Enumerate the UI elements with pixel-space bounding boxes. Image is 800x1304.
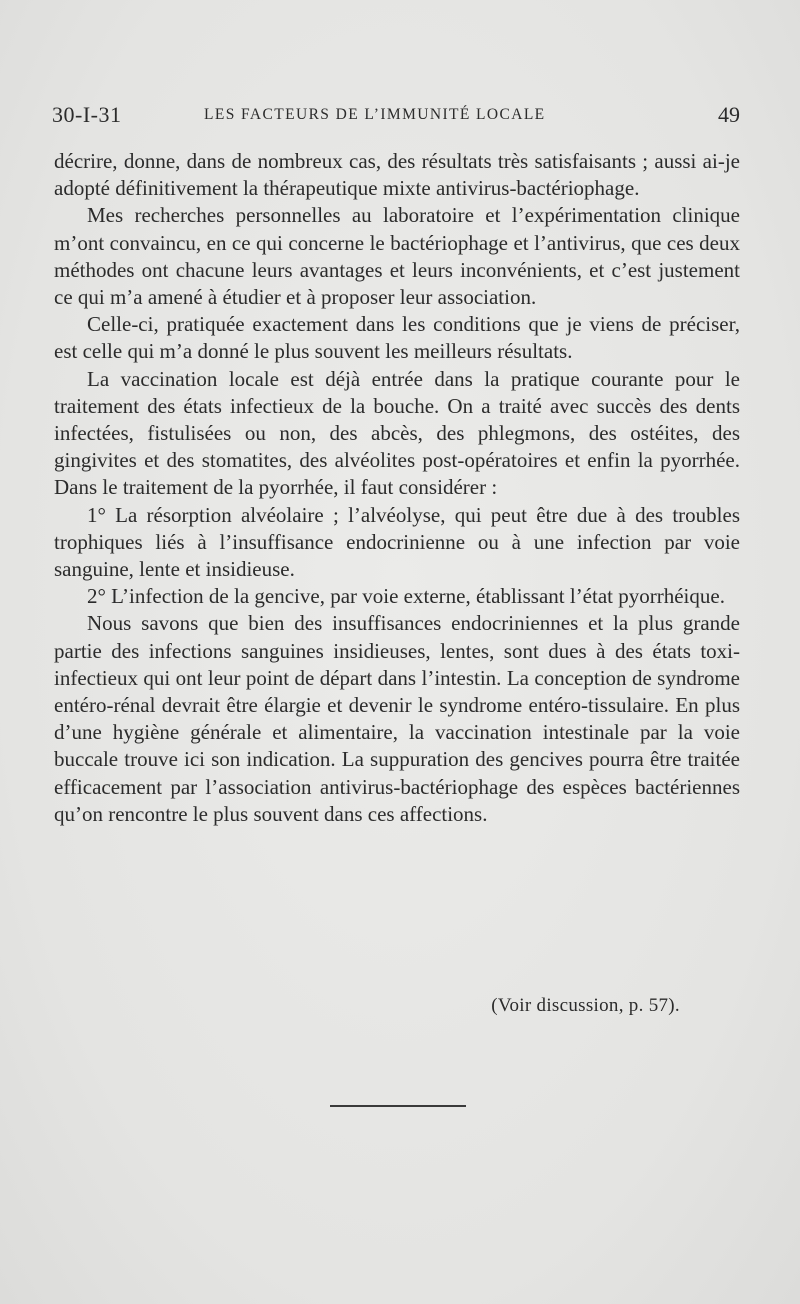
section-rule [330,1105,466,1107]
paragraph-7: Nous savons que bien des insuffisances endocriniennes et la plus grande partie des infections sanguines insidieuses, lentes, sont dues à des états toxi-infectieux qui ont leur point de départ dans l’intestin. La conception de syndrome entéro-rénal devrait être élargie et devenir le syndrome entéro-tissulaire. En plus d’une hygiène générale et alimentaire, la vaccination intestinale par la voie buccale trouve ici son indication. La suppuration des gencives pourra être traitée efficacement par l’association antivirus-bactériophage des espèces bactériennes qu’on rencontre le plus souvent dans ces affections. [54,611,740,826]
body-text [54,148,740,828]
paragraph-5: 1° La résorption alvéolaire ; l’alvéolyse, qui peut être due à des troubles trophiques liés à l’insuffisance endocrinienne ou à une infection par voie sanguine, lente et insidieuse. [54,502,740,582]
paragraph-3: Celle-ci, pratiquée exactement dans les conditions que je viens de préciser, est celle qui m’a donné le plus souvent les meilleurs résultats. [54,312,740,364]
running-title: LES FACTEURS DE L’IMMUNITÉ LOCALE [204,106,546,123]
date-label: 30-I-31 [52,102,122,127]
page-number: 49 [718,102,740,127]
paragraph-2: Mes recherches personnelles au laboratoire et l’expérimentation clinique m’ont convaincu, en ce qui concerne le bactériophage et l’antivirus, que ces deux méthodes ont chacune leurs avantages et leurs inconvénients, et c’est justement ce qui m’a amené à étudier et à proposer leur association. [54,203,740,310]
paragraph-6: 2° L’infection de la gencive, par voie externe, établissant l’état pyorrhéique. [87,584,725,609]
discussion-reference: (Voir discussion, p. 57). [491,995,680,1016]
paragraph-1: décrire, donne, dans de nombreux cas, des résultats très satisfaisants ; aussi ai-je adopté définitivement la thérapeutique mixte antivirus-bactériophage. [54,149,740,201]
paragraph-4: La vaccination locale est déjà entrée dans la pratique courante pour le traitement des états infectieux de la bouche. On a traité avec succès des dents infectées, fistulisées ou non, des abcès, des phlegmons, des ostéites, des gingivites et des stomatites, des alvéolites post-opératoires et enfin la pyorrhée. Dans le traitement de la pyorrhée, il faut considérer : [54,366,740,500]
running-head [52,102,740,132]
